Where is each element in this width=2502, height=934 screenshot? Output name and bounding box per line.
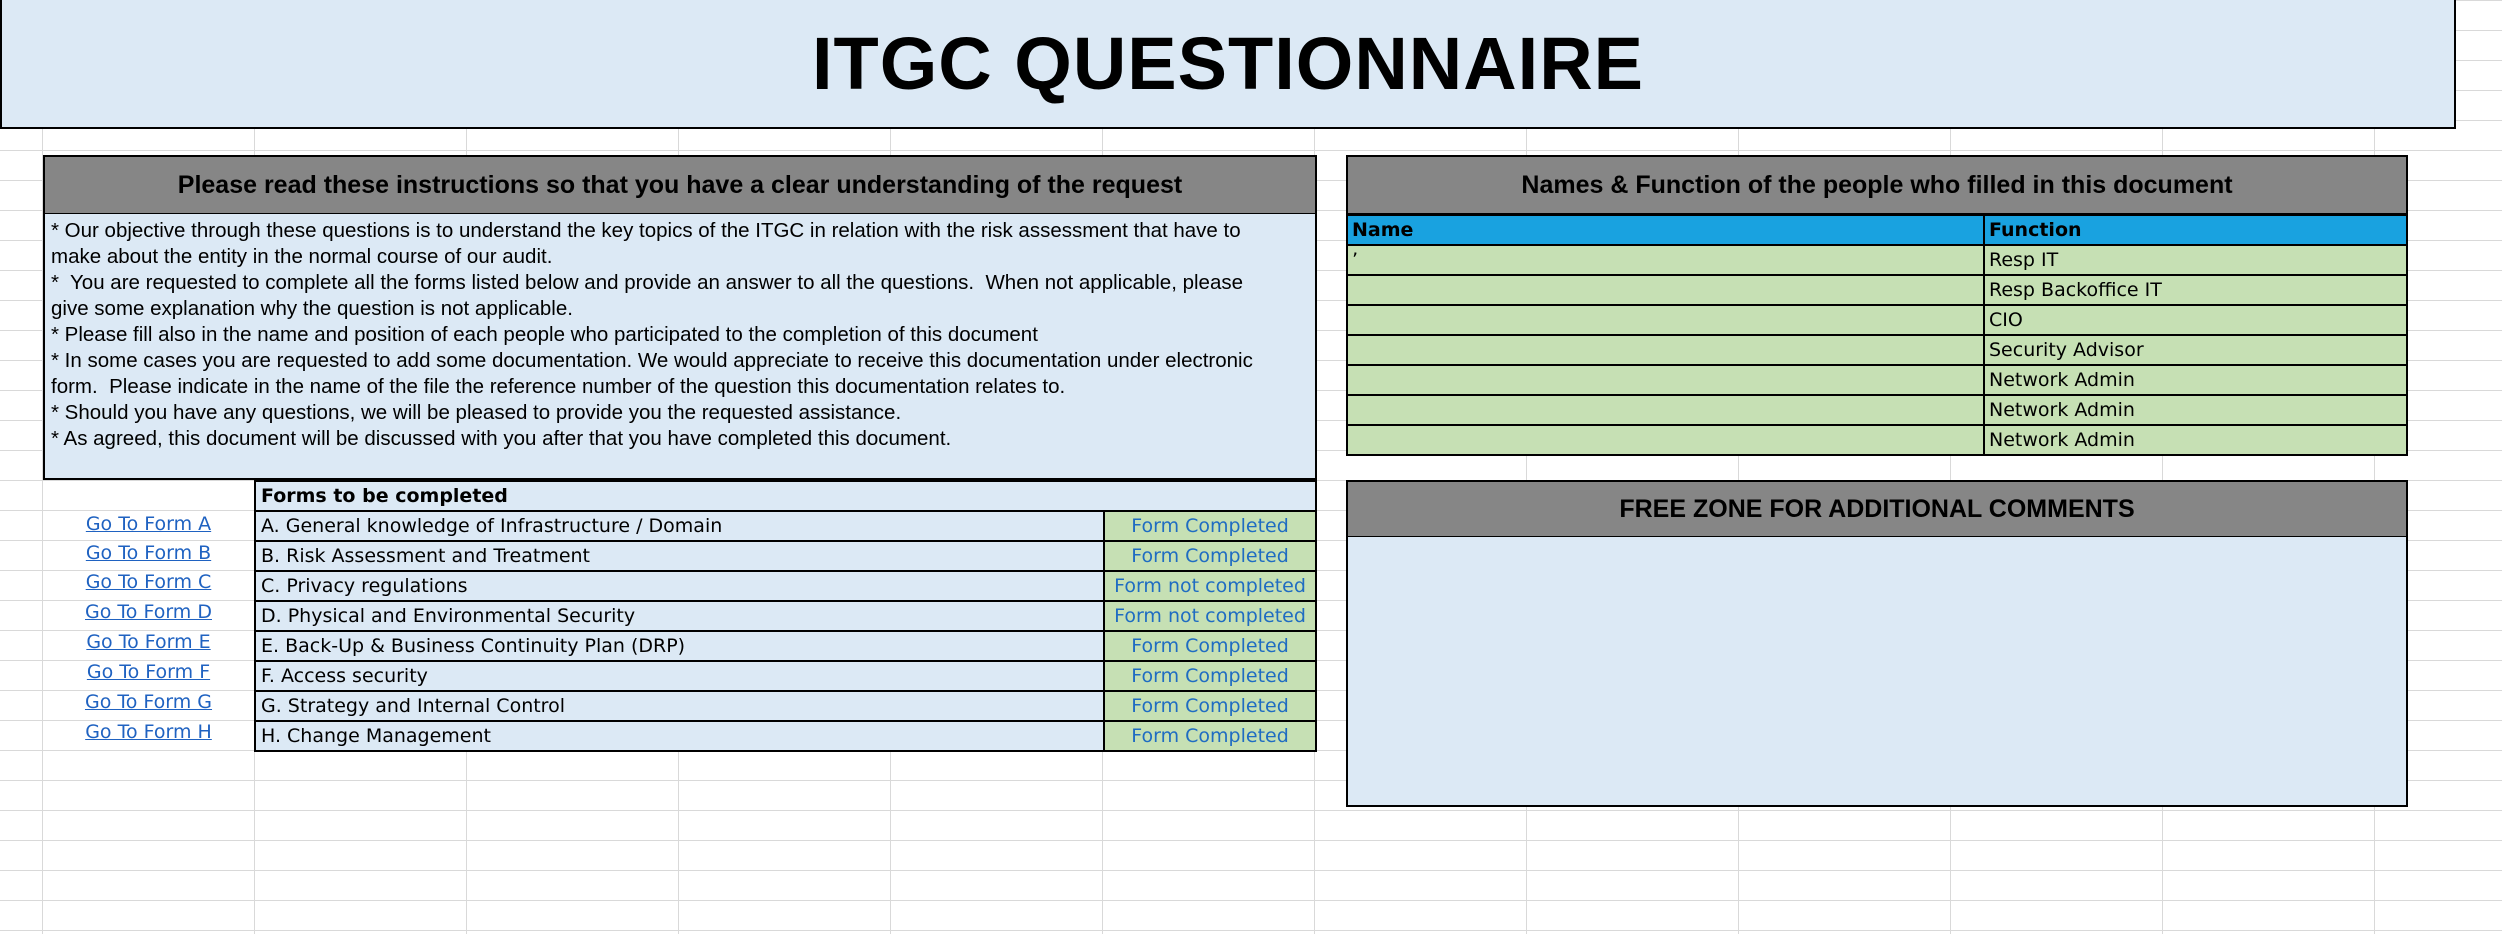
people-table xyxy=(1346,214,2408,456)
instruction-line: * As agreed, this document will be discussed with you after that you have completed this document. xyxy=(51,427,952,450)
goto-form-h-link[interactable]: Go To Form H xyxy=(85,721,212,743)
forms-table-header: Forms to be completed xyxy=(255,481,1316,511)
goto-form-e-link[interactable]: Go To Form E xyxy=(86,631,211,653)
person-function-cell[interactable]: Security Advisor xyxy=(1984,335,2407,365)
title-banner xyxy=(0,0,2456,129)
person-function-cell[interactable]: Network Admin xyxy=(1984,365,2407,395)
person-function-cell[interactable]: Resp Backoffice IT xyxy=(1984,275,2407,305)
form-status[interactable]: Form Completed xyxy=(1104,721,1316,751)
form-status[interactable]: Form Completed xyxy=(1104,541,1316,571)
instruction-line: form. Please indicate in the name of the file the reference number of the question this documentation relates to. xyxy=(51,375,1066,398)
person-function-cell[interactable]: CIO xyxy=(1984,305,2407,335)
person-function-cell[interactable]: Resp IT xyxy=(1984,245,2407,275)
goto-form-d-link[interactable]: Go To Form D xyxy=(85,601,212,623)
form-row xyxy=(255,511,1316,541)
form-row xyxy=(255,541,1316,571)
person-row xyxy=(1347,275,2407,305)
instruction-line: make about the entity in the normal course of our audit. xyxy=(51,245,553,268)
goto-form-a-link[interactable]: Go To Form A xyxy=(85,513,212,535)
comments-header-label: FREE ZONE FOR ADDITIONAL COMMENTS xyxy=(1619,494,2135,523)
people-table-header-row xyxy=(1347,215,2407,245)
instruction-line: * Please fill also in the name and position of each people who participated to the completion of this document xyxy=(51,323,1038,346)
form-row xyxy=(255,601,1316,631)
instruction-line: * Should you have any questions, we will be pleased to provide you the requested assistance. xyxy=(51,401,902,424)
form-row xyxy=(255,661,1316,691)
form-status[interactable]: Form Completed xyxy=(1104,631,1316,661)
person-row xyxy=(1347,305,2407,335)
person-row xyxy=(1347,365,2407,395)
person-row xyxy=(1347,395,2407,425)
person-name-cell[interactable] xyxy=(1347,305,1984,335)
person-row xyxy=(1347,245,2407,275)
person-row xyxy=(1347,425,2407,455)
form-row xyxy=(255,721,1316,751)
person-name-cell[interactable] xyxy=(1347,395,1984,425)
instruction-line: give some explanation why the question is not applicable. xyxy=(51,297,573,320)
instructions-box[interactable] xyxy=(43,214,1317,480)
form-name[interactable]: A. General knowledge of Infrastructure / Domain xyxy=(255,511,1104,541)
person-name-cell[interactable] xyxy=(1347,365,1984,395)
forms-table xyxy=(254,480,1317,752)
person-function-cell[interactable]: Network Admin xyxy=(1984,425,2407,455)
function-column-header: Function xyxy=(1984,215,2407,245)
goto-form-c-link[interactable]: Go To Form C xyxy=(85,571,212,593)
instructions-header-label: Please read these instructions so that you have a clear understanding of the request xyxy=(177,170,1183,199)
page-title: ITGC QUESTIONNAIRE xyxy=(811,22,1645,105)
person-name-cell[interactable]: ’ xyxy=(1347,245,1984,275)
people-header xyxy=(1346,155,2408,215)
people-header-label: Names & Function of the people who filled in this document xyxy=(1521,170,2233,199)
form-status[interactable]: Form not completed xyxy=(1104,571,1316,601)
comments-box[interactable] xyxy=(1346,537,2408,807)
comments-header xyxy=(1346,480,2408,538)
person-row xyxy=(1347,335,2407,365)
form-name[interactable]: D. Physical and Environmental Security xyxy=(255,601,1104,631)
name-column-header: Name xyxy=(1347,215,1984,245)
form-row xyxy=(255,631,1316,661)
form-status[interactable]: Form Completed xyxy=(1104,511,1316,541)
person-function-cell[interactable]: Network Admin xyxy=(1984,395,2407,425)
form-name[interactable]: G. Strategy and Internal Control xyxy=(255,691,1104,721)
form-status[interactable]: Form Completed xyxy=(1104,691,1316,721)
goto-form-b-link[interactable]: Go To Form B xyxy=(85,542,212,564)
form-status[interactable]: Form Completed xyxy=(1104,661,1316,691)
person-name-cell[interactable] xyxy=(1347,275,1984,305)
person-name-cell[interactable] xyxy=(1347,425,1984,455)
form-name[interactable]: F. Access security xyxy=(255,661,1104,691)
form-name[interactable]: H. Change Management xyxy=(255,721,1104,751)
form-name[interactable]: C. Privacy regulations xyxy=(255,571,1104,601)
form-row xyxy=(255,691,1316,721)
forms-table-header-row xyxy=(255,481,1316,511)
instruction-line: * Our objective through these questions is to understand the key topics of the ITGC in relation with the risk assessment that have to xyxy=(51,219,1241,242)
form-name[interactable]: B. Risk Assessment and Treatment xyxy=(255,541,1104,571)
goto-form-f-link[interactable]: Go To Form F xyxy=(86,661,211,683)
form-name[interactable]: E. Back-Up & Business Continuity Plan (DRP) xyxy=(255,631,1104,661)
goto-form-g-link[interactable]: Go To Form G xyxy=(84,691,213,713)
instructions-header xyxy=(43,155,1317,215)
form-status[interactable]: Form not completed xyxy=(1104,601,1316,631)
instruction-line: * You are requested to complete all the forms listed below and provide an answer to all the questions. When not applicable, please xyxy=(51,271,1244,294)
person-name-cell[interactable] xyxy=(1347,335,1984,365)
instruction-line: * In some cases you are requested to add some documentation. We would appreciate to receive this documentation under electronic xyxy=(51,349,1253,372)
form-row xyxy=(255,571,1316,601)
